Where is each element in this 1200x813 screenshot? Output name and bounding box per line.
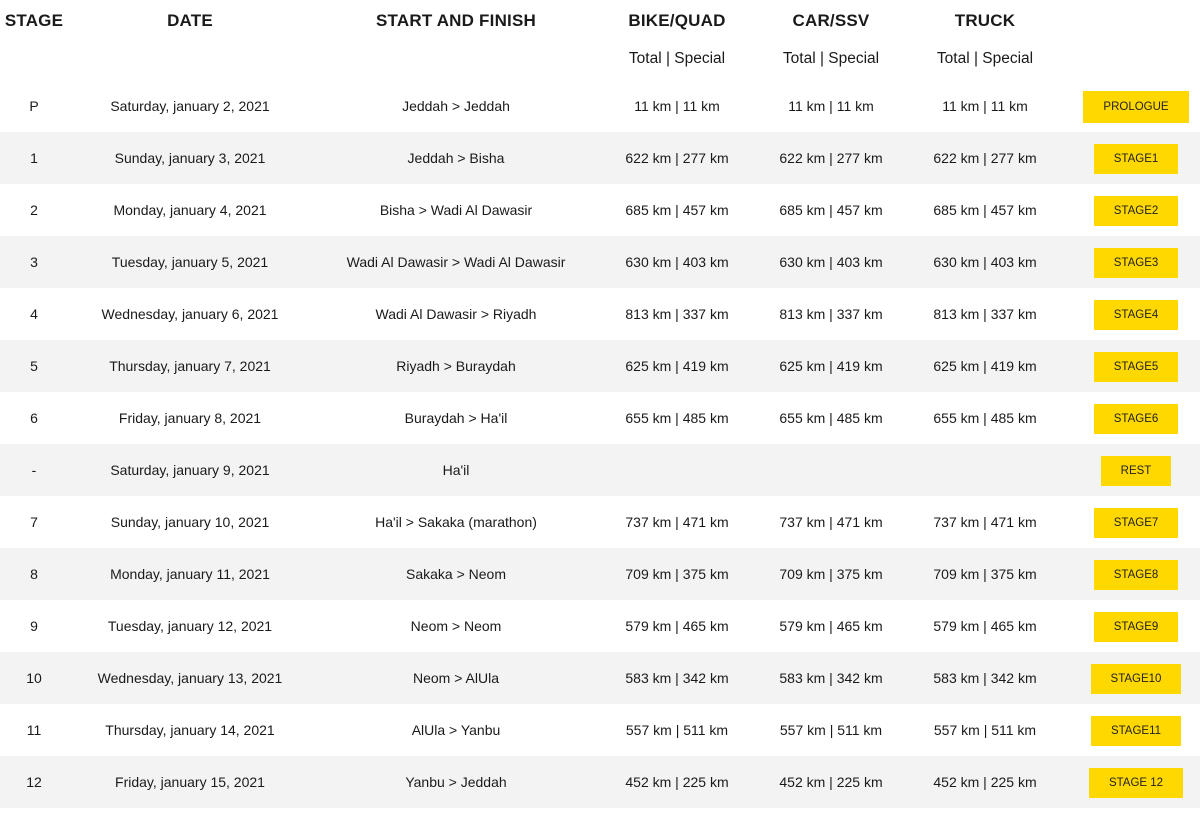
car-ssv-distance: 813 km | 337 km — [779, 306, 883, 322]
start-finish-cell: Bisha > Wadi Al Dawasir — [379, 202, 533, 218]
date-cell: Tuesday, january 5, 2021 — [111, 254, 269, 270]
truck-distance: 622 km | 277 km — [933, 150, 1037, 166]
header-stage: STAGE — [4, 11, 64, 30]
table-row — [0, 236, 1200, 288]
car-ssv-distance: 685 km | 457 km — [779, 202, 883, 218]
table-row — [0, 704, 1200, 756]
bike-quad-distance — [607, 444, 747, 496]
header-car-ssv: CAR/SSV — [792, 11, 870, 30]
bike-quad-distance: 11 km | 11 km — [634, 98, 720, 114]
stage-button-cell — [1080, 756, 1192, 808]
start-finish-cell: Ha'il > Sakaka (marathon) — [375, 514, 537, 530]
bike-quad-distance: 655 km | 485 km — [625, 410, 729, 426]
stage-button-cell — [1080, 704, 1192, 756]
date-cell: Monday, january 4, 2021 — [113, 202, 267, 218]
date-cell: Wednesday, january 13, 2021 — [97, 670, 283, 686]
header-bike-quad: BIKE/QUAD — [628, 11, 726, 30]
stage-cell: 10 — [26, 670, 42, 686]
stage-link-button[interactable]: STAGE5 — [1094, 352, 1179, 382]
bike-quad-distance: 583 km | 342 km — [625, 670, 729, 686]
table-row — [0, 184, 1200, 236]
car-ssv-distance: 583 km | 342 km — [779, 670, 883, 686]
bike-quad-distance: 452 km | 225 km — [625, 774, 729, 790]
header-start-finish: START AND FINISH — [376, 11, 536, 30]
truck-distance: 737 km | 471 km — [933, 514, 1037, 530]
date-cell: Thursday, january 14, 2021 — [105, 722, 275, 738]
date-cell: Saturday, january 2, 2021 — [110, 98, 270, 114]
stage-button-cell — [1080, 600, 1192, 652]
truck-distance: 709 km | 375 km — [933, 566, 1037, 582]
bike-quad-distance: 557 km | 511 km — [625, 722, 729, 738]
date-cell: Friday, january 15, 2021 — [115, 774, 265, 790]
stage-button-cell — [1080, 548, 1192, 600]
car-ssv-distance: 630 km | 403 km — [779, 254, 883, 270]
table-row — [0, 652, 1200, 704]
start-finish-cell: Buraydah > Ha'il — [404, 410, 508, 426]
car-ssv-distance — [761, 444, 901, 496]
table-body — [0, 80, 1200, 808]
stage-button-cell — [1080, 652, 1192, 704]
stage-link-button[interactable]: STAGE1 — [1094, 144, 1179, 174]
table-row — [0, 496, 1200, 548]
car-ssv-distance: 622 km | 277 km — [779, 150, 883, 166]
stage-button-cell — [1080, 444, 1192, 496]
start-finish-cell: Sakaka > Neom — [406, 566, 506, 582]
stage-link-button[interactable]: STAGE4 — [1094, 300, 1179, 330]
stage-cell: - — [31, 462, 37, 478]
truck-distance: 557 km | 511 km — [933, 722, 1037, 738]
stage-link-button[interactable]: STAGE6 — [1094, 404, 1179, 434]
stage-link-button[interactable]: STAGE11 — [1091, 716, 1181, 746]
date-cell: Saturday, january 9, 2021 — [110, 462, 270, 478]
start-finish-cell: Neom > AlUla — [413, 670, 499, 686]
stage-cell: 1 — [30, 150, 38, 166]
date-cell: Monday, january 11, 2021 — [110, 566, 270, 582]
stage-cell: 4 — [30, 306, 38, 322]
date-cell: Sunday, january 3, 2021 — [114, 150, 266, 166]
stage-link-button[interactable]: PROLOGUE — [1083, 91, 1188, 123]
truck-distance: 579 km | 465 km — [933, 618, 1037, 634]
car-ssv-distance: 655 km | 485 km — [779, 410, 883, 426]
subheader-car: Total | Special — [782, 50, 880, 67]
table-row — [0, 288, 1200, 340]
stage-cell: 9 — [30, 618, 38, 634]
stage-button-cell — [1080, 80, 1192, 132]
stage-cell: 12 — [26, 774, 42, 790]
start-finish-cell: AlUla > Yanbu — [411, 722, 501, 738]
car-ssv-distance: 557 km | 511 km — [779, 722, 883, 738]
truck-distance: 630 km | 403 km — [933, 254, 1037, 270]
start-finish-cell: Wadi Al Dawasir > Riyadh — [375, 306, 537, 322]
stage-button-cell — [1080, 288, 1192, 340]
table-row — [0, 756, 1200, 808]
start-finish-cell: Neom > Neom — [410, 618, 502, 634]
bike-quad-distance: 813 km | 337 km — [625, 306, 729, 322]
start-finish-cell: Jeddah > Bisha — [407, 150, 505, 166]
stage-button-cell — [1080, 340, 1192, 392]
stage-link-button[interactable]: STAGE 12 — [1089, 768, 1183, 798]
stage-cell: 11 — [26, 722, 42, 738]
truck-distance: 685 km | 457 km — [933, 202, 1037, 218]
stage-button-cell — [1080, 236, 1192, 288]
bike-quad-distance: 625 km | 419 km — [625, 358, 729, 374]
stage-button-cell — [1080, 496, 1192, 548]
header-date: DATE — [167, 11, 213, 30]
car-ssv-distance: 11 km | 11 km — [788, 98, 874, 114]
stage-cell: 8 — [30, 566, 38, 582]
bike-quad-distance: 709 km | 375 km — [625, 566, 729, 582]
table-row — [0, 392, 1200, 444]
truck-distance: 452 km | 225 km — [933, 774, 1037, 790]
truck-distance: 813 km | 337 km — [933, 306, 1037, 322]
stage-link-button[interactable]: STAGE2 — [1094, 196, 1179, 226]
bike-quad-distance: 622 km | 277 km — [625, 150, 729, 166]
stage-button-cell — [1080, 392, 1192, 444]
start-finish-cell: Jeddah > Jeddah — [402, 98, 510, 114]
stage-link-button[interactable]: STAGE9 — [1094, 612, 1179, 642]
table-row — [0, 132, 1200, 184]
car-ssv-distance: 709 km | 375 km — [779, 566, 883, 582]
truck-distance: 11 km | 11 km — [942, 98, 1028, 114]
stage-cell: 2 — [30, 202, 38, 218]
car-ssv-distance: 452 km | 225 km — [779, 774, 883, 790]
truck-distance: 583 km | 342 km — [933, 670, 1037, 686]
stage-cell: 7 — [30, 514, 38, 530]
bike-quad-distance: 685 km | 457 km — [625, 202, 729, 218]
stage-cell: P — [29, 98, 39, 114]
stage-link-button[interactable]: STAGE7 — [1094, 508, 1179, 538]
table-header — [0, 0, 1200, 80]
subheader-bike: Total | Special — [628, 50, 726, 67]
truck-distance: 655 km | 485 km — [933, 410, 1037, 426]
stage-cell: 5 — [30, 358, 38, 374]
bike-quad-distance: 737 km | 471 km — [625, 514, 729, 530]
date-cell: Wednesday, january 6, 2021 — [101, 306, 279, 322]
start-finish-cell: Riyadh > Buraydah — [396, 358, 516, 374]
car-ssv-distance: 737 km | 471 km — [779, 514, 883, 530]
stage-link-button[interactable]: STAGE3 — [1094, 248, 1179, 278]
start-finish-cell: Wadi Al Dawasir > Wadi Al Dawasir — [346, 254, 566, 270]
stage-link-button[interactable]: REST — [1101, 456, 1172, 486]
start-finish-cell: Yanbu > Jeddah — [405, 774, 507, 790]
header-truck: TRUCK — [954, 11, 1016, 30]
stage-button-cell — [1080, 132, 1192, 184]
date-cell: Friday, january 8, 2021 — [118, 410, 262, 426]
stage-cell: 3 — [30, 254, 38, 270]
date-cell: Tuesday, january 12, 2021 — [107, 618, 273, 634]
stage-button-cell — [1080, 184, 1192, 236]
start-finish-cell: Ha'il — [442, 462, 470, 478]
date-cell: Thursday, january 7, 2021 — [109, 358, 271, 374]
table-row — [0, 80, 1200, 132]
stage-link-button[interactable]: STAGE10 — [1091, 664, 1182, 694]
table-row — [0, 600, 1200, 652]
stage-link-button[interactable]: STAGE8 — [1094, 560, 1179, 590]
car-ssv-distance: 579 km | 465 km — [779, 618, 883, 634]
date-cell: Sunday, january 10, 2021 — [110, 514, 270, 530]
subheader-truck: Total | Special — [936, 50, 1034, 67]
truck-distance — [915, 444, 1055, 496]
stage-cell: 6 — [30, 410, 38, 426]
table-row — [0, 340, 1200, 392]
table-row — [0, 444, 1200, 496]
truck-distance: 625 km | 419 km — [933, 358, 1037, 374]
car-ssv-distance: 625 km | 419 km — [779, 358, 883, 374]
table-row — [0, 548, 1200, 600]
bike-quad-distance: 579 km | 465 km — [625, 618, 729, 634]
bike-quad-distance: 630 km | 403 km — [625, 254, 729, 270]
